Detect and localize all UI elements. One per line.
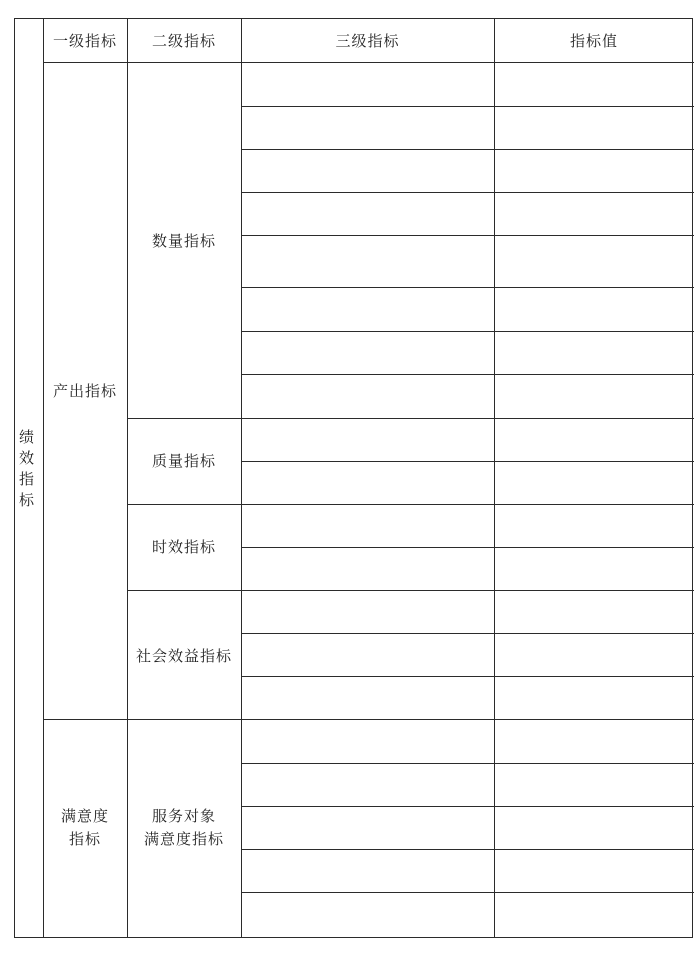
root-label: 绩效指标 <box>17 429 35 513</box>
header-level1: 一级指标 <box>52 32 117 50</box>
sub-divider-quality <box>127 418 694 419</box>
row-line <box>241 763 694 764</box>
row-line <box>241 849 694 850</box>
sub-social-label: 社会效益指标 <box>135 647 232 665</box>
row-line <box>241 892 694 893</box>
col-divider-4 <box>494 19 495 937</box>
row-line <box>241 149 694 150</box>
group-satisfaction-label-1: 满意度 <box>60 807 109 825</box>
row-line <box>241 547 694 548</box>
header-level3: 三级指标 <box>335 32 400 50</box>
col-divider-2 <box>127 19 128 937</box>
group-satisfaction-label-2: 指标 <box>68 830 101 848</box>
row-line <box>241 331 694 332</box>
sub-divider-timeliness <box>127 504 694 505</box>
header-divider <box>43 62 694 63</box>
header-value: 指标值 <box>569 32 618 50</box>
row-line <box>241 192 694 193</box>
row-line <box>241 106 694 107</box>
sub-quality-label: 质量指标 <box>151 452 216 470</box>
sub-satisfaction-label-2: 满意度指标 <box>143 830 224 848</box>
indicator-table <box>14 18 693 938</box>
col-divider-3 <box>241 19 242 937</box>
col-divider-1 <box>43 19 44 937</box>
row-line <box>241 461 694 462</box>
header-level2: 二级指标 <box>151 32 216 50</box>
row-line <box>241 633 694 634</box>
sub-satisfaction-label-1: 服务对象 <box>151 807 216 825</box>
sub-divider-social <box>127 590 694 591</box>
sub-quantity-label: 数量指标 <box>151 232 216 250</box>
row-line <box>241 806 694 807</box>
row-line <box>241 374 694 375</box>
row-line <box>241 676 694 677</box>
row-line <box>241 235 694 236</box>
row-line <box>241 287 694 288</box>
group-output-label: 产出指标 <box>52 382 117 400</box>
sub-timeliness-label: 时效指标 <box>151 538 216 556</box>
group-divider <box>43 719 694 720</box>
